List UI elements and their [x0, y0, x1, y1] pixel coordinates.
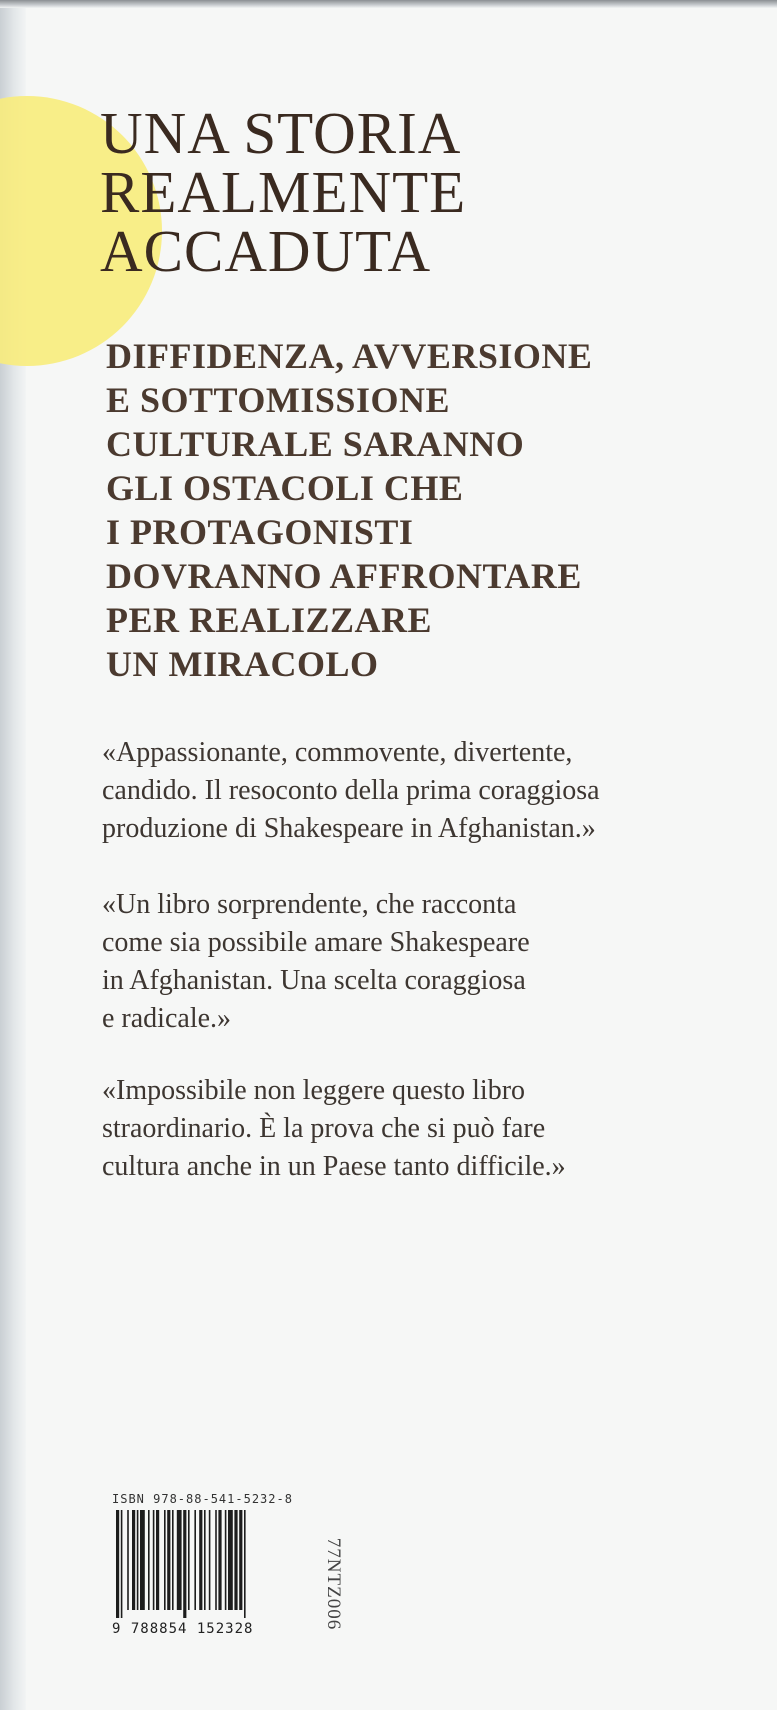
headline-line: UNA STORIA	[100, 100, 462, 166]
barcode-bar	[164, 1510, 166, 1610]
quote-line: e radicale.»	[102, 1003, 232, 1034]
barcode	[112, 1510, 292, 1618]
review-quote-3	[102, 1072, 566, 1186]
barcode-bar	[199, 1510, 202, 1610]
barcode-bar	[215, 1510, 217, 1610]
barcode-bar	[194, 1510, 196, 1610]
review-quote-2	[102, 886, 530, 1038]
barcode-bar	[132, 1510, 135, 1610]
subheadline-line: DIFFIDENZA, AVVERSIONE	[106, 336, 593, 376]
product-code: 77NTZ006	[323, 1537, 344, 1631]
barcode-bar	[204, 1510, 206, 1610]
isbn-label: ISBN 978-88-541-5232-8	[112, 1492, 293, 1506]
barcode-digits: 9 788854 152328	[112, 1621, 254, 1637]
subheadline-line: E SOTTOMISSIONE	[106, 380, 450, 420]
quote-line: straordinario. È la prova che si può fare	[102, 1113, 546, 1144]
review-quote-1	[102, 734, 600, 848]
subheadline-line: UN MIRACOLO	[106, 644, 379, 684]
headline-line: ACCADUTA	[100, 218, 432, 284]
quote-line: «Impossibile non leggere questo libro	[102, 1075, 526, 1106]
subheadline-line: DOVRANNO AFFRONTARE	[106, 556, 582, 596]
top-edge	[0, 0, 777, 8]
barcode-bar	[177, 1510, 182, 1610]
barcode-bar	[156, 1510, 159, 1610]
quote-line: «Appassionante, commovente, divertente,	[102, 737, 573, 768]
subheadline-line: PER REALIZZARE	[106, 600, 433, 640]
subheadline	[106, 334, 592, 686]
subheadline-line: CULTURALE SARANNO	[106, 424, 525, 464]
headline	[100, 100, 467, 284]
headline-line: REALMENTE	[100, 159, 467, 225]
barcode-bar	[148, 1510, 150, 1610]
barcode-bar	[183, 1510, 186, 1618]
quote-line: in Afghanistan. Una scelta coraggiosa	[102, 965, 526, 996]
barcode-bar	[228, 1510, 233, 1610]
barcode-bar	[218, 1510, 221, 1610]
barcode-bar	[239, 1510, 242, 1610]
subheadline-line: GLI OSTACOLI CHE	[106, 468, 464, 508]
quote-line: produzione di Shakespeare in Afghanistan.»	[102, 813, 596, 844]
barcode-bar	[167, 1510, 170, 1610]
subheadline-line: I PROTAGONISTI	[106, 512, 414, 552]
barcode-bar	[188, 1510, 190, 1610]
quote-line: cultura anche in un Paese tanto difficile.»	[102, 1151, 566, 1182]
barcode-bar	[121, 1510, 123, 1618]
quote-line: candido. Il resoconto della prima coraggiosa	[102, 775, 600, 806]
barcode-bar	[116, 1510, 119, 1618]
quote-line: «Un libro sorprendente, che racconta	[102, 889, 517, 920]
barcode-bar	[140, 1510, 145, 1610]
barcode-bar	[127, 1510, 129, 1610]
barcode-bar	[225, 1510, 227, 1610]
barcode-bar	[137, 1510, 139, 1610]
barcode-bar	[172, 1510, 174, 1610]
barcode-bar	[234, 1510, 237, 1610]
barcode-bar	[209, 1510, 211, 1610]
barcode-bar	[244, 1510, 246, 1618]
barcode-bar	[153, 1510, 155, 1610]
quote-line: come sia possibile amare Shakespeare	[102, 927, 530, 958]
